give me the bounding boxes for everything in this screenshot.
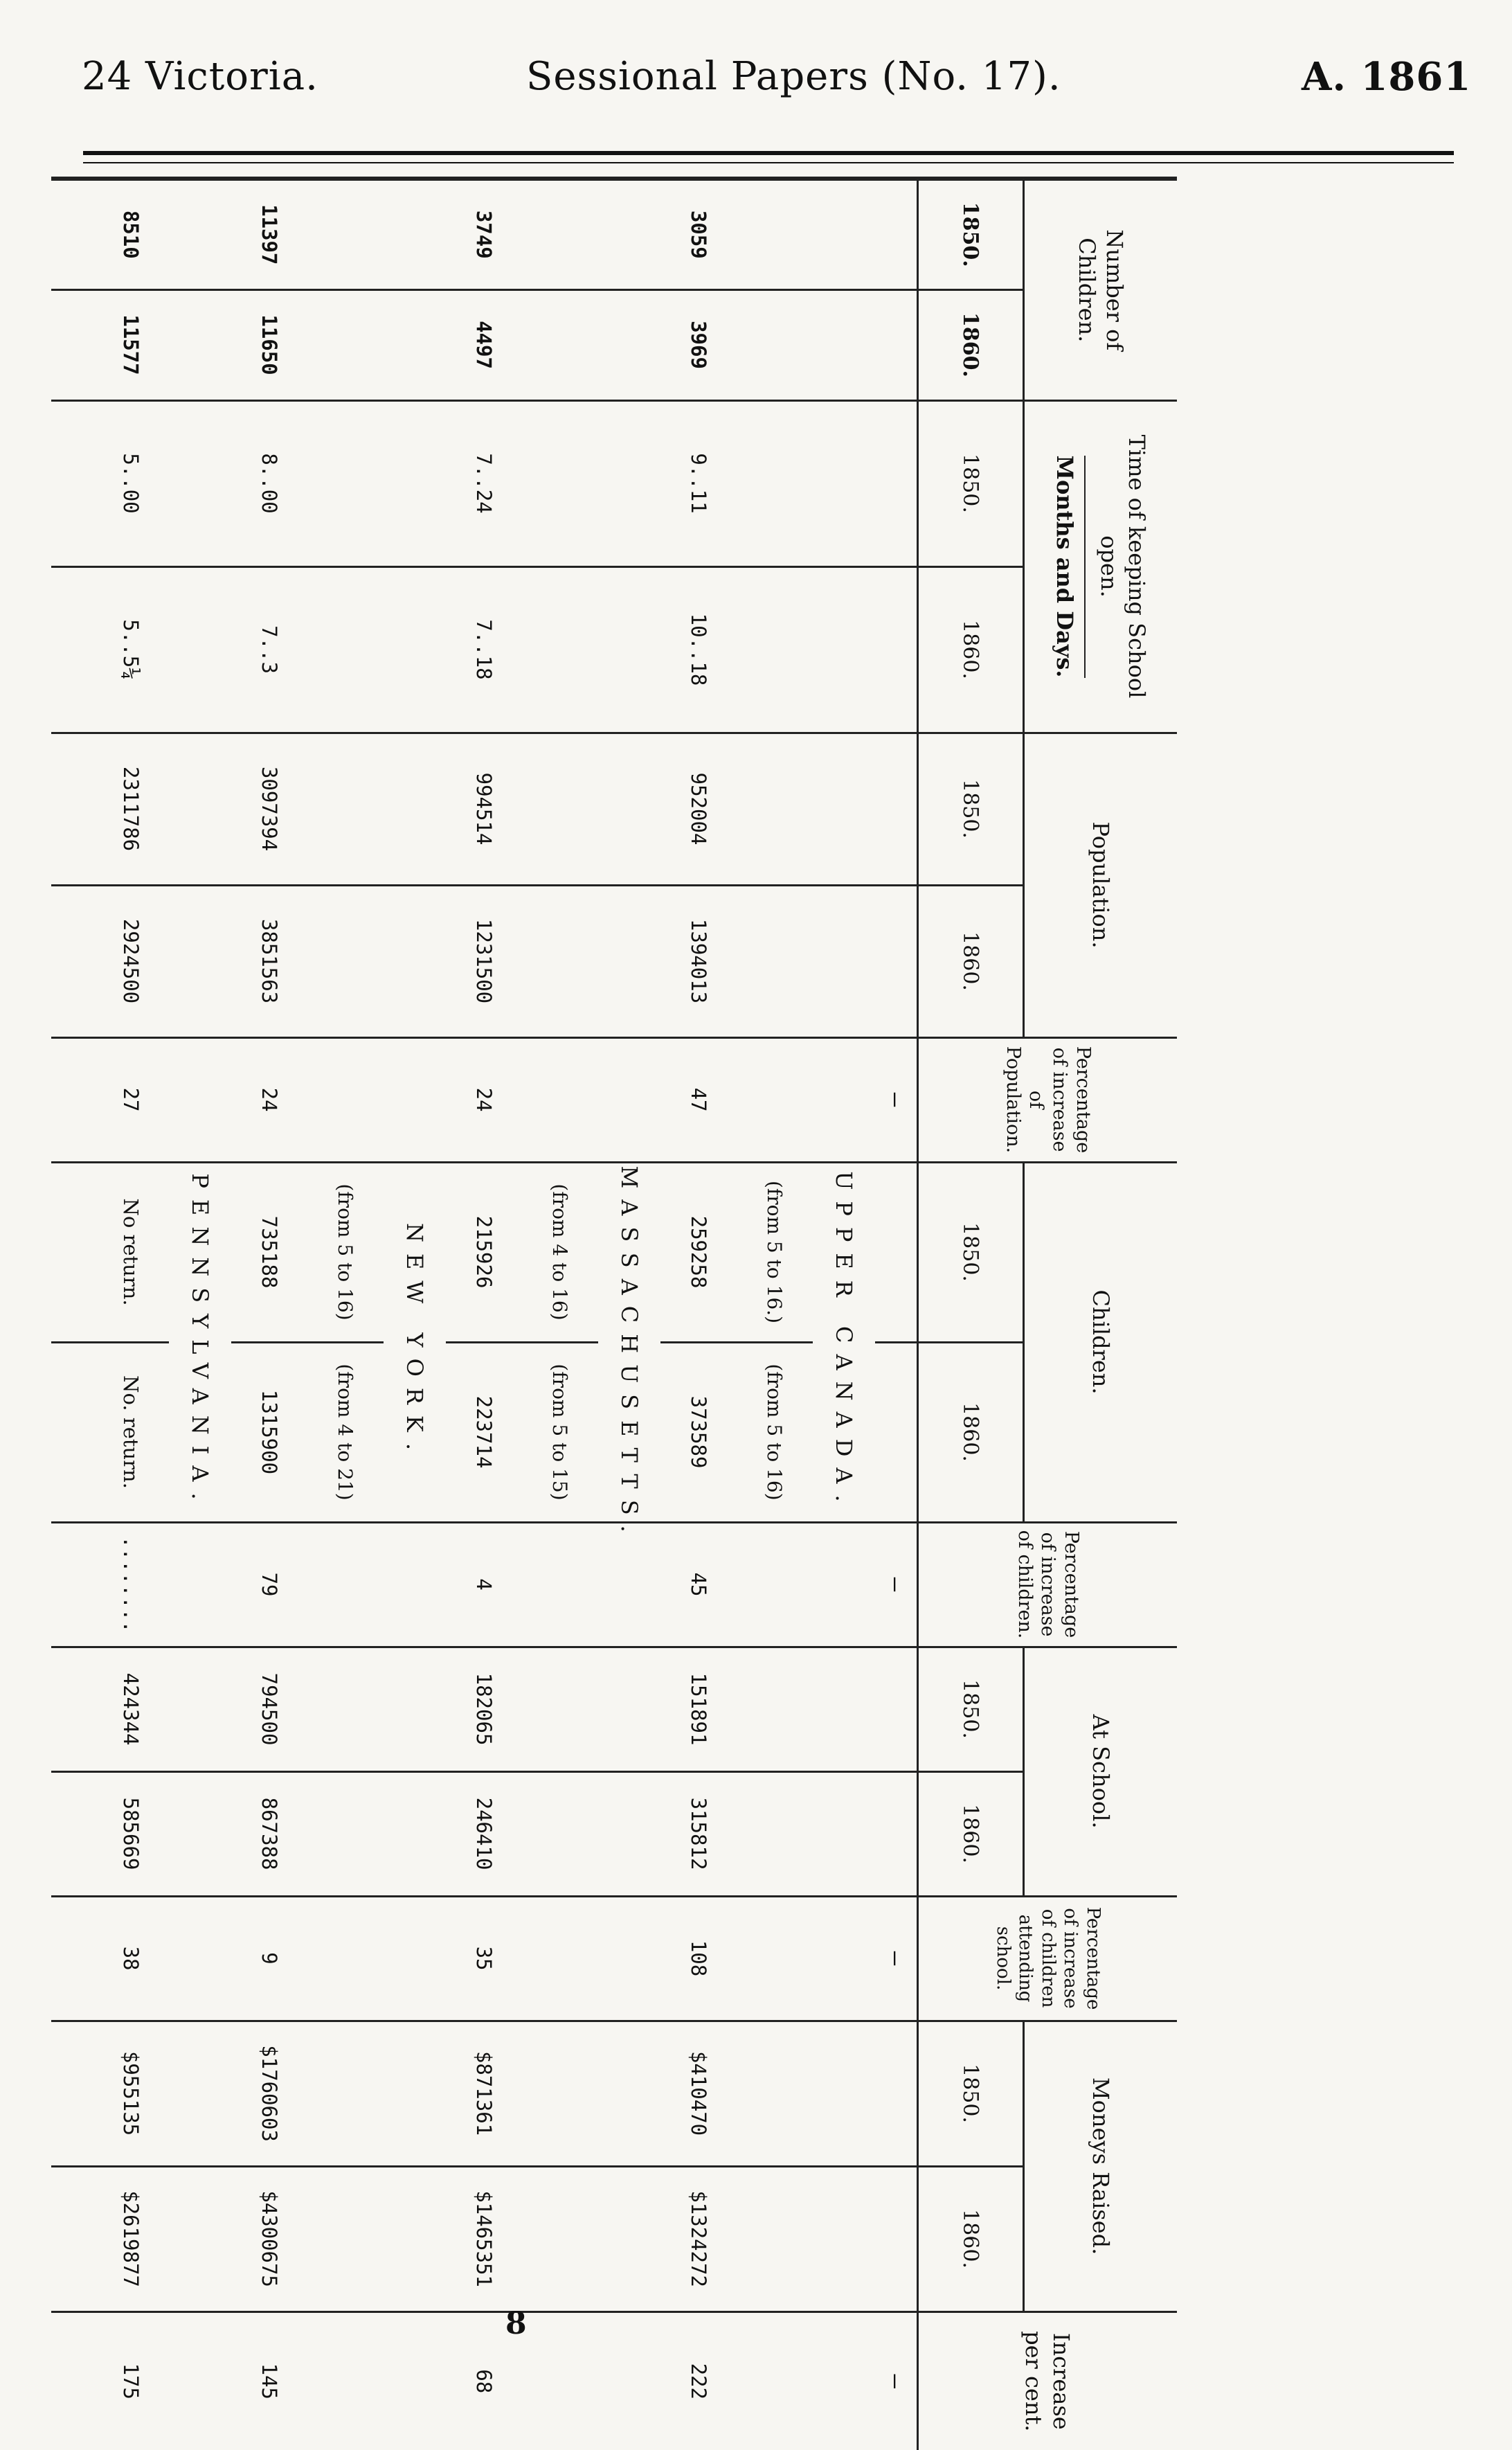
dash-cell: —	[875, 1896, 918, 2021]
cell-pop-1850: 952004	[660, 733, 737, 885]
cell-pct-child: ........	[93, 1522, 169, 1647]
year-1850: 1850.	[918, 2021, 1024, 2166]
table-row	[93, 179, 169, 2450]
cell-pop-1860: 2924500	[93, 885, 169, 1037]
cell-increase: 175	[119, 2363, 143, 2399]
cell-increase: 222	[687, 2363, 710, 2399]
cell-child-1860: 1315900	[231, 1342, 307, 1522]
cell-time-1860: 5..5¼	[93, 566, 169, 733]
header-session: 24 Victoria.	[82, 54, 318, 99]
cell-time-1850: 5..00	[93, 400, 169, 566]
cell-increase: 68	[472, 2369, 496, 2394]
year-1860: 1860.	[918, 1342, 1024, 1522]
dash-cell: —	[875, 1037, 918, 1162]
year-1860: 1860.	[918, 1771, 1024, 1896]
cell-time-1860: 10..18	[660, 566, 737, 733]
table-row	[446, 179, 522, 2450]
cell-money-1850: $955135	[93, 2021, 169, 2166]
cell-school-1850: 424344	[93, 1647, 169, 1771]
cell-pop-1860: 1231500	[446, 885, 522, 1037]
header-months-days: Months and Days.	[1051, 456, 1086, 678]
cell-money-1860: $2619877	[93, 2166, 169, 2312]
cell-pct-child: 79	[231, 1522, 307, 1647]
cell-time-1860: 7..18	[446, 566, 522, 733]
cell-time-1850: 8..00	[231, 400, 307, 566]
cell-money-1850: $871361	[446, 2021, 522, 2166]
cell-child-1860: 373589	[660, 1342, 737, 1522]
cell-school-1850: 794500	[231, 1647, 307, 1771]
cell-time-1850: 7..24	[446, 400, 522, 566]
cell-pct-attend: 38	[93, 1896, 169, 2021]
cell-num-1860: 4497	[446, 289, 522, 400]
page-mark: 8	[505, 2306, 527, 2341]
year-1850: 1850.	[918, 1162, 1024, 1342]
header-year: A. 1861	[1302, 54, 1472, 100]
header-title: Sessional Papers (No. 17).	[526, 54, 1061, 99]
cell-pct-pop: 47	[660, 1037, 737, 1162]
table-row	[660, 179, 737, 2450]
dash-cell: —	[882, 2374, 910, 2389]
age-range-1850: (from 4 to 16)	[522, 1162, 598, 1342]
cell-pop-1850: 2311786	[93, 733, 169, 885]
cell-child-1850: 259258	[660, 1162, 737, 1342]
cell-money-1860: $4300675	[231, 2166, 307, 2312]
year-1860: 1860.	[918, 289, 1024, 400]
state-name: MASSACHUSETTS.	[598, 1162, 660, 1522]
cell-pop-1860: 3851563	[231, 885, 307, 1037]
cell-time-1860: 7..3	[231, 566, 307, 733]
cell-money-1860: $1465351	[446, 2166, 522, 2312]
header-pct-children: Percentage of increase of children.	[918, 1522, 1178, 1647]
header-time-open-label: Time of keeping School open.	[1096, 434, 1150, 699]
cell-time-1850: 9..11	[660, 400, 737, 566]
cell-money-1860: $1324272	[660, 2166, 737, 2312]
cell-num-1850: 8510	[93, 179, 169, 289]
cell-child-1850: 735188	[231, 1162, 307, 1342]
header-time-open	[1024, 400, 1178, 733]
cell-money-1850: $410470	[660, 2021, 737, 2166]
cell-num-1860: 11577	[93, 289, 169, 400]
cell-child-1850: No return.	[93, 1162, 169, 1342]
cell-school-1850: 151891	[660, 1647, 737, 1771]
header-rule-thin	[83, 162, 1454, 163]
state-name: PENNSYLVANIA.	[169, 1162, 231, 1522]
cell-pct-pop: 27	[93, 1037, 169, 1162]
cell-money-1850: $1760603	[231, 2021, 307, 2166]
cell-pct-attend: 108	[660, 1896, 737, 2021]
header-population: Population.	[1024, 733, 1178, 1037]
cell-child-1860: 223714	[446, 1342, 522, 1522]
header-pct-population: Percentage of increase of Population.	[918, 1037, 1178, 1162]
header-children: Children.	[1024, 1162, 1178, 1522]
cell-increase: 145	[258, 2363, 281, 2399]
cell-pct-child: 4	[446, 1522, 522, 1647]
cell-num-1860: 3969	[660, 289, 737, 400]
cell-school-1860: 315812	[660, 1771, 737, 1896]
header-number-children: Number of Children.	[1024, 179, 1178, 400]
education-statistics-table	[51, 177, 1177, 2450]
header-pct-attending: Percentage of increase of children attending school.	[918, 1896, 1178, 2021]
state-name: UPPER CANADA.	[813, 1162, 875, 1522]
cell-pct-pop: 24	[231, 1037, 307, 1162]
age-range-1860: (from 4 to 21)	[307, 1342, 384, 1522]
cell-school-1860: 867388	[231, 1771, 307, 1896]
statistics-table-rotated	[97, 177, 1177, 2432]
cell-pct-pop: 24	[446, 1037, 522, 1162]
year-1850: 1850.	[918, 1647, 1024, 1771]
state-name: NEW YORK.	[384, 1162, 446, 1522]
cell-num-1860: 11650	[231, 289, 307, 400]
table-row	[231, 179, 307, 2450]
cell-child-1860: No. return.	[93, 1342, 169, 1522]
cell-pct-child: 45	[660, 1522, 737, 1647]
cell-pct-attend: 9	[231, 1896, 307, 2021]
year-1860: 1860.	[918, 885, 1024, 1037]
year-1850: 1850.	[918, 400, 1024, 566]
dash-cell: —	[875, 1522, 918, 1647]
cell-school-1850: 182065	[446, 1647, 522, 1771]
age-range-1860: (from 5 to 15)	[522, 1342, 598, 1522]
cell-pop-1850: 994514	[446, 733, 522, 885]
header-rule-thick	[83, 151, 1454, 155]
header-increase-pct: Increase per cent.	[918, 2312, 1178, 2450]
cell-school-1860: 585669	[93, 1771, 169, 1896]
year-1860: 1860.	[918, 566, 1024, 733]
age-range-1850: (from 5 to 16.)	[737, 1162, 813, 1342]
cell-num-1850: 11397	[231, 179, 307, 289]
cell-num-1850: 3749	[446, 179, 522, 289]
year-1860: 1860.	[918, 2166, 1024, 2312]
age-range-1850: (from 5 to 16)	[307, 1162, 384, 1342]
age-range-1860: (from 5 to 16)	[737, 1342, 813, 1522]
cell-num-1850: 3059	[660, 179, 737, 289]
header-at-school: At School.	[1024, 1647, 1178, 1896]
cell-school-1860: 246410	[446, 1771, 522, 1896]
cell-pop-1850: 3097394	[231, 733, 307, 885]
year-1850: 1850.	[918, 179, 1024, 289]
cell-child-1850: 215926	[446, 1162, 522, 1342]
cell-pop-1860: 1394013	[660, 885, 737, 1037]
cell-pct-attend: 35	[446, 1896, 522, 2021]
year-1850: 1850.	[918, 733, 1024, 885]
header-moneys: Moneys Raised.	[1024, 2021, 1178, 2312]
